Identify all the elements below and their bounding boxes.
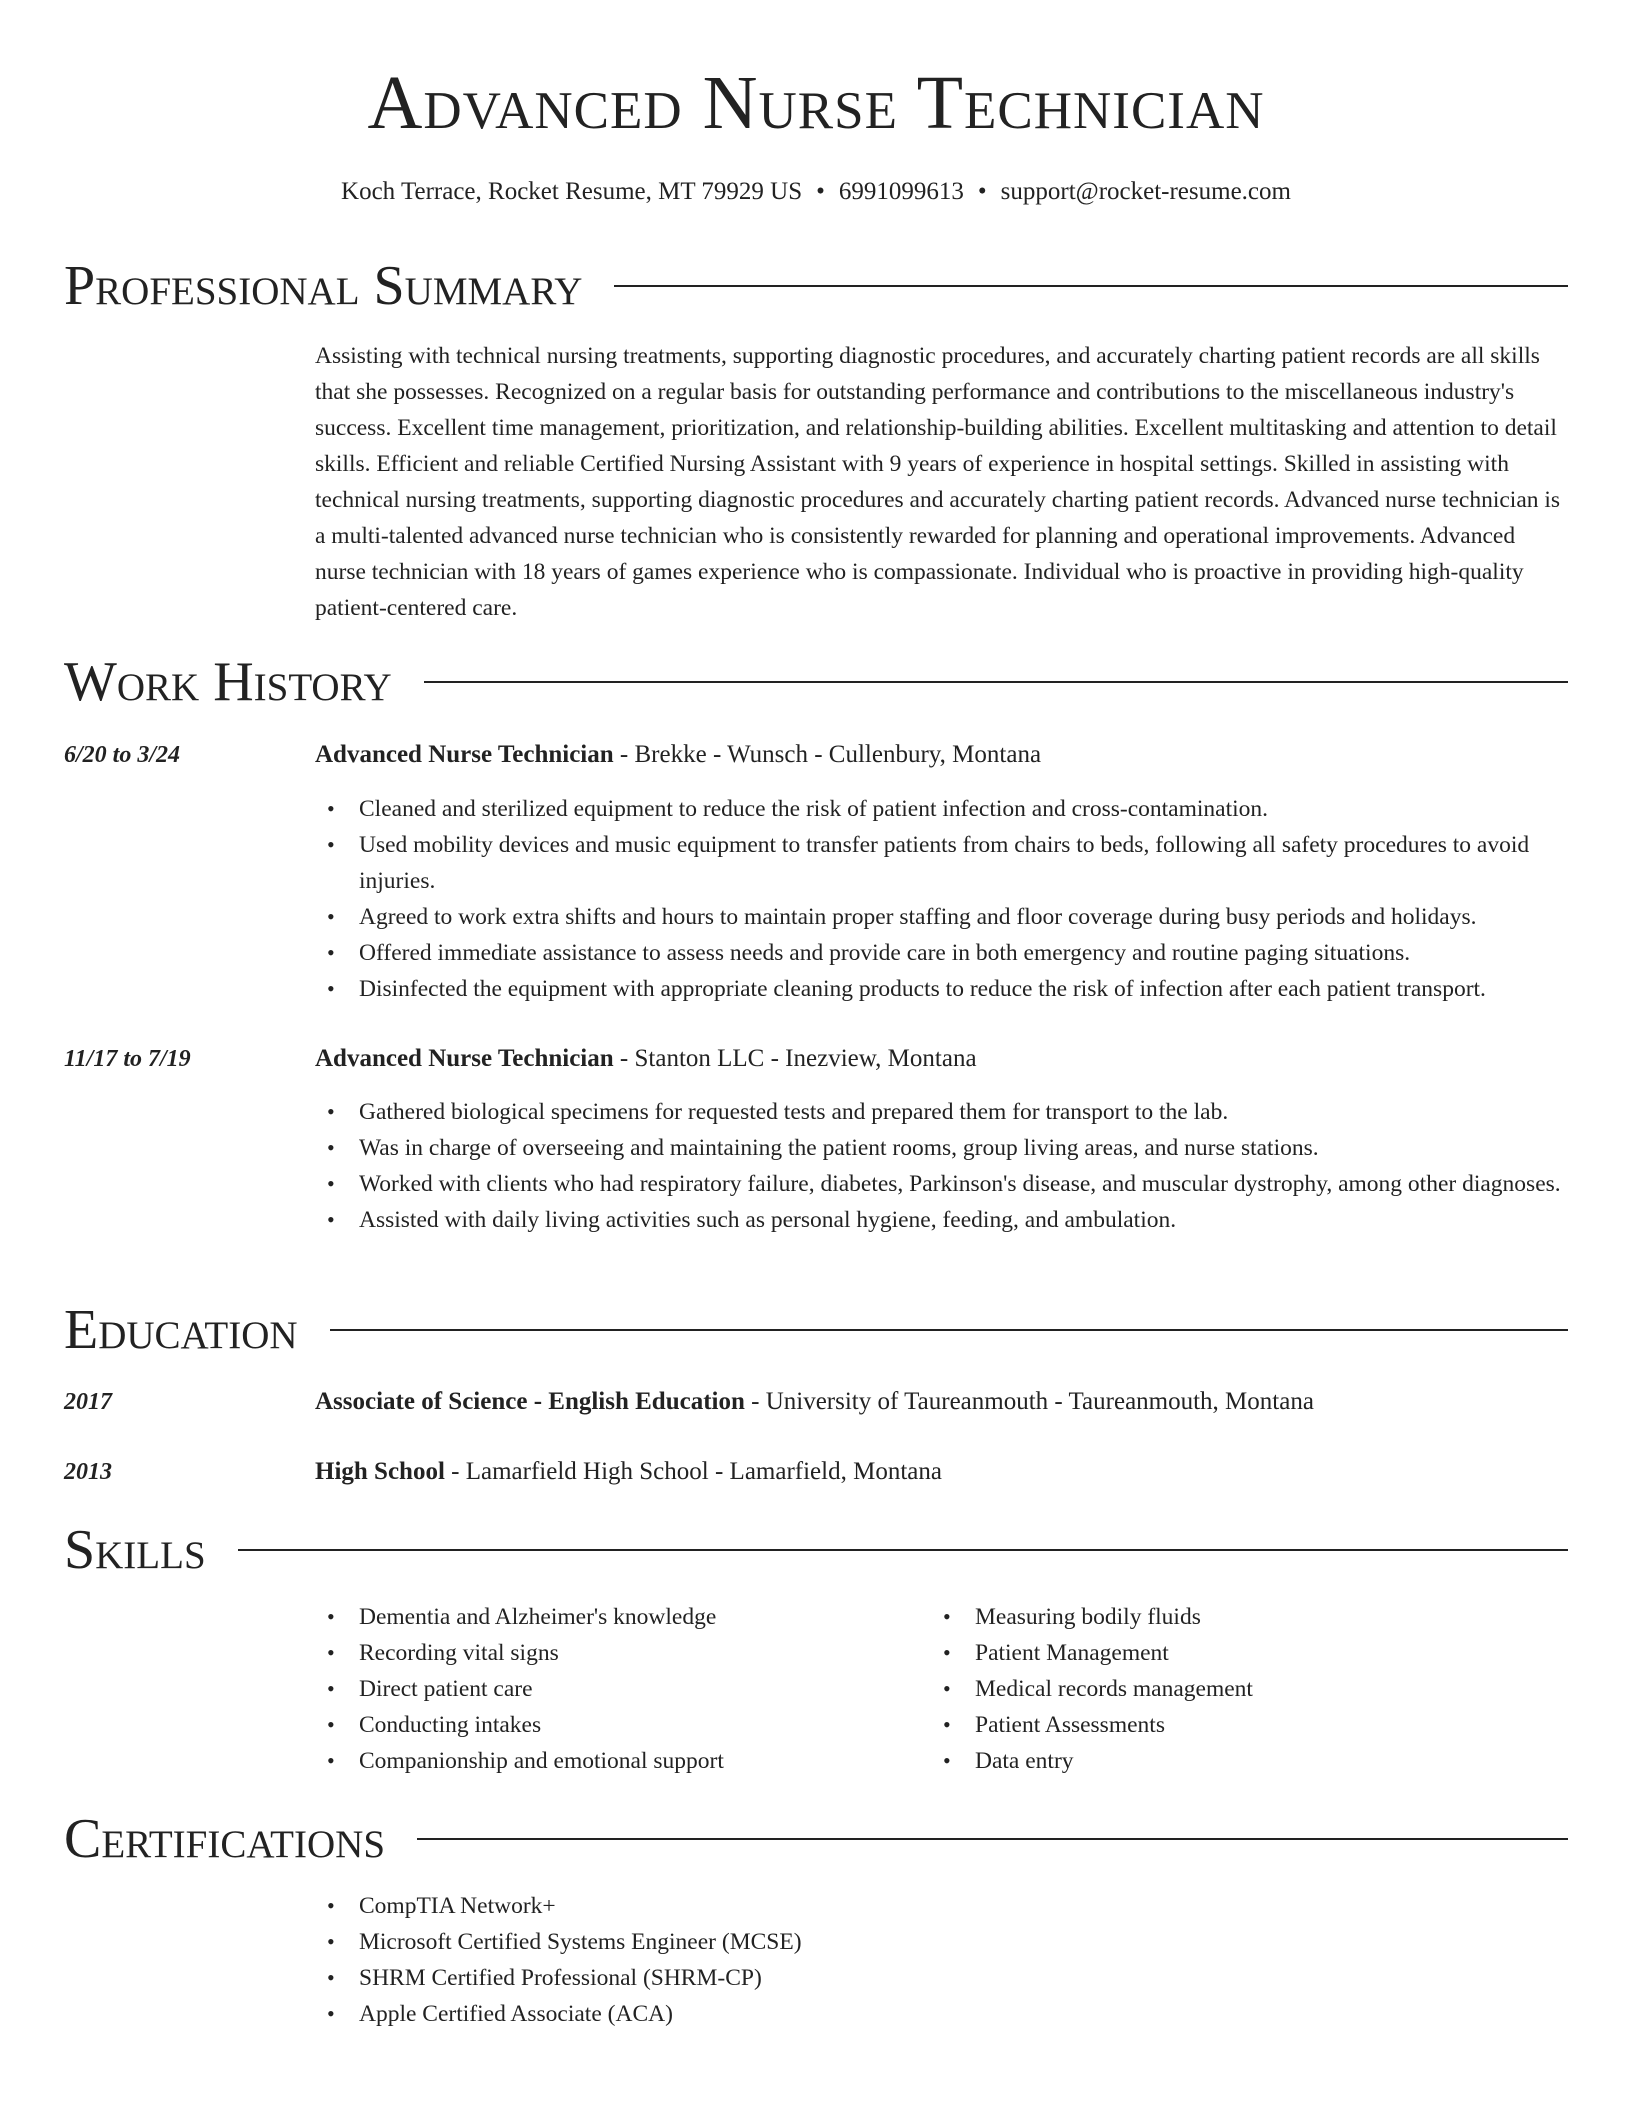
skill-item: • Direct patient care (315, 1671, 915, 1707)
degree: Associate of Science - English Education (315, 1388, 745, 1415)
list-item: • Was in charge of overseeing and maintaining the patient rooms, group living areas, and nurse stations. (315, 1130, 1568, 1166)
contact-line (0, 174, 1632, 210)
job-bullets (315, 791, 1568, 1007)
list-item: • Gathered biological specimens for requested tests and prepared them for transport to the lab. (315, 1094, 1568, 1130)
certification-item: • SHRM Certified Professional (SHRM-CP) (315, 1960, 1568, 1996)
certification-item: • CompTIA Network+ (315, 1888, 1568, 1924)
section-divider (614, 285, 1568, 287)
skills-list-left (315, 1599, 915, 1779)
section-title: Education (64, 1299, 298, 1361)
section-title: Work History (64, 651, 392, 713)
list-item: • Worked with clients who had respiratory failure, diabetes, Parkinson's disease, and muscular dystrophy, among other diagnoses. (315, 1166, 1568, 1202)
job-details: - Brekke - Wunsch - Cullenbury, Montana (613, 741, 1042, 768)
address: Koch Terrace, Rocket Resume, MT 79929 US (341, 178, 803, 205)
section-title: Professional Summary (64, 255, 583, 317)
school-details: - Lamarfield High School - Lamarfield, Montana (444, 1458, 942, 1485)
job-dates: 11/17 to 7/19 (64, 1046, 191, 1072)
job-dates: 6/20 to 3/24 (64, 742, 181, 768)
education-year: 2013 (64, 1459, 112, 1485)
degree: High School (315, 1458, 445, 1485)
email: support@rocket-resume.com (1000, 178, 1291, 205)
school-details: - University of Taureanmouth - Taureanmouth, Montana (744, 1388, 1314, 1415)
work-section-header (64, 650, 1568, 714)
job-title (315, 1041, 1568, 1077)
section-title: Certifications (64, 1808, 386, 1870)
separator: • (816, 178, 825, 205)
skill-item: • Conducting intakes (315, 1707, 915, 1743)
list-item: • Used mobility devices and music equipment to transfer patients from chairs to beds, following all safety procedures to avoid injuries. (315, 827, 1568, 899)
certification-item: • Apple Certified Associate (ACA) (315, 1996, 1568, 2032)
certifications-list (315, 1888, 1568, 2032)
skills-list-right (931, 1599, 1531, 1779)
skill-item: • Dementia and Alzheimer's knowledge (315, 1599, 915, 1635)
education-section-header (64, 1298, 1568, 1362)
section-divider (417, 1838, 1568, 1840)
skill-item: • Patient Management (931, 1635, 1531, 1671)
skill-item: • Companionship and emotional support (315, 1743, 915, 1779)
section-title: Skills (64, 1519, 206, 1581)
list-item: • Agreed to work extra shifts and hours to maintain proper staffing and floor coverage during busy periods and holidays. (315, 899, 1568, 935)
section-divider (424, 681, 1568, 683)
certifications-section-header (64, 1807, 1568, 1871)
education-entry (315, 1384, 1568, 1420)
separator: • (977, 178, 987, 205)
skills-section-header (64, 1518, 1568, 1582)
phone: 6991099613 (838, 178, 964, 205)
section-divider (330, 1329, 1568, 1331)
job-title (315, 737, 1568, 773)
skill-item: • Patient Assessments (931, 1707, 1531, 1743)
skill-item: • Recording vital signs (315, 1635, 915, 1671)
education-entry (315, 1454, 1568, 1490)
certification-item: • Microsoft Certified Systems Engineer (MCSE) (315, 1924, 1568, 1960)
job-role: Advanced Nurse Technician (315, 1045, 614, 1072)
skill-item: • Medical records management (931, 1671, 1531, 1707)
summary-text: Assisting with technical nursing treatments, supporting diagnostic procedures, and accurately charting patient records are all skills that she possesses. Recognized on a regular basis for outstanding performance and contributions to the miscellaneous industry's success. Excellent time management, prioritization, and relationship-building abilities. Excellent multitasking and attention to detail skills. Efficient and reliable Certified Nursing Assistant with 9 years of experience in hospital settings. Skilled in assisting with technical nursing treatments, supporting diagnostic procedures and accurately charting patient records. Advanced nurse technician is a multi-talented advanced nurse technician who is consistently rewarded for planning and operational improvements. Advanced nurse technician with 18 years of games experience who is compassionate. Individual who is proactive in providing high-quality patient-centered care. (315, 343, 1561, 621)
job-role: Advanced Nurse Technician (315, 741, 614, 768)
list-item: • Cleaned and sterilized equipment to reduce the risk of patient infection and cross-contamination. (315, 791, 1568, 827)
section-divider (238, 1549, 1568, 1551)
skill-item: • Data entry (931, 1743, 1531, 1779)
list-item: • Disinfected the equipment with appropriate cleaning products to reduce the risk of infection after each patient transport. (315, 971, 1568, 1007)
job-details: - Stanton LLC - Inezview, Montana (613, 1045, 977, 1072)
candidate-name: Advanced Nurse Technician (367, 61, 1265, 145)
job-bullets (315, 1094, 1568, 1238)
education-year: 2017 (64, 1389, 112, 1415)
list-item: • Offered immediate assistance to assess needs and provide care in both emergency and routine paging situations. (315, 935, 1568, 971)
list-item: • Assisted with daily living activities such as personal hygiene, feeding, and ambulation. (315, 1202, 1568, 1238)
summary-section-header (64, 254, 1568, 318)
skill-item: • Measuring bodily fluids (931, 1599, 1531, 1635)
